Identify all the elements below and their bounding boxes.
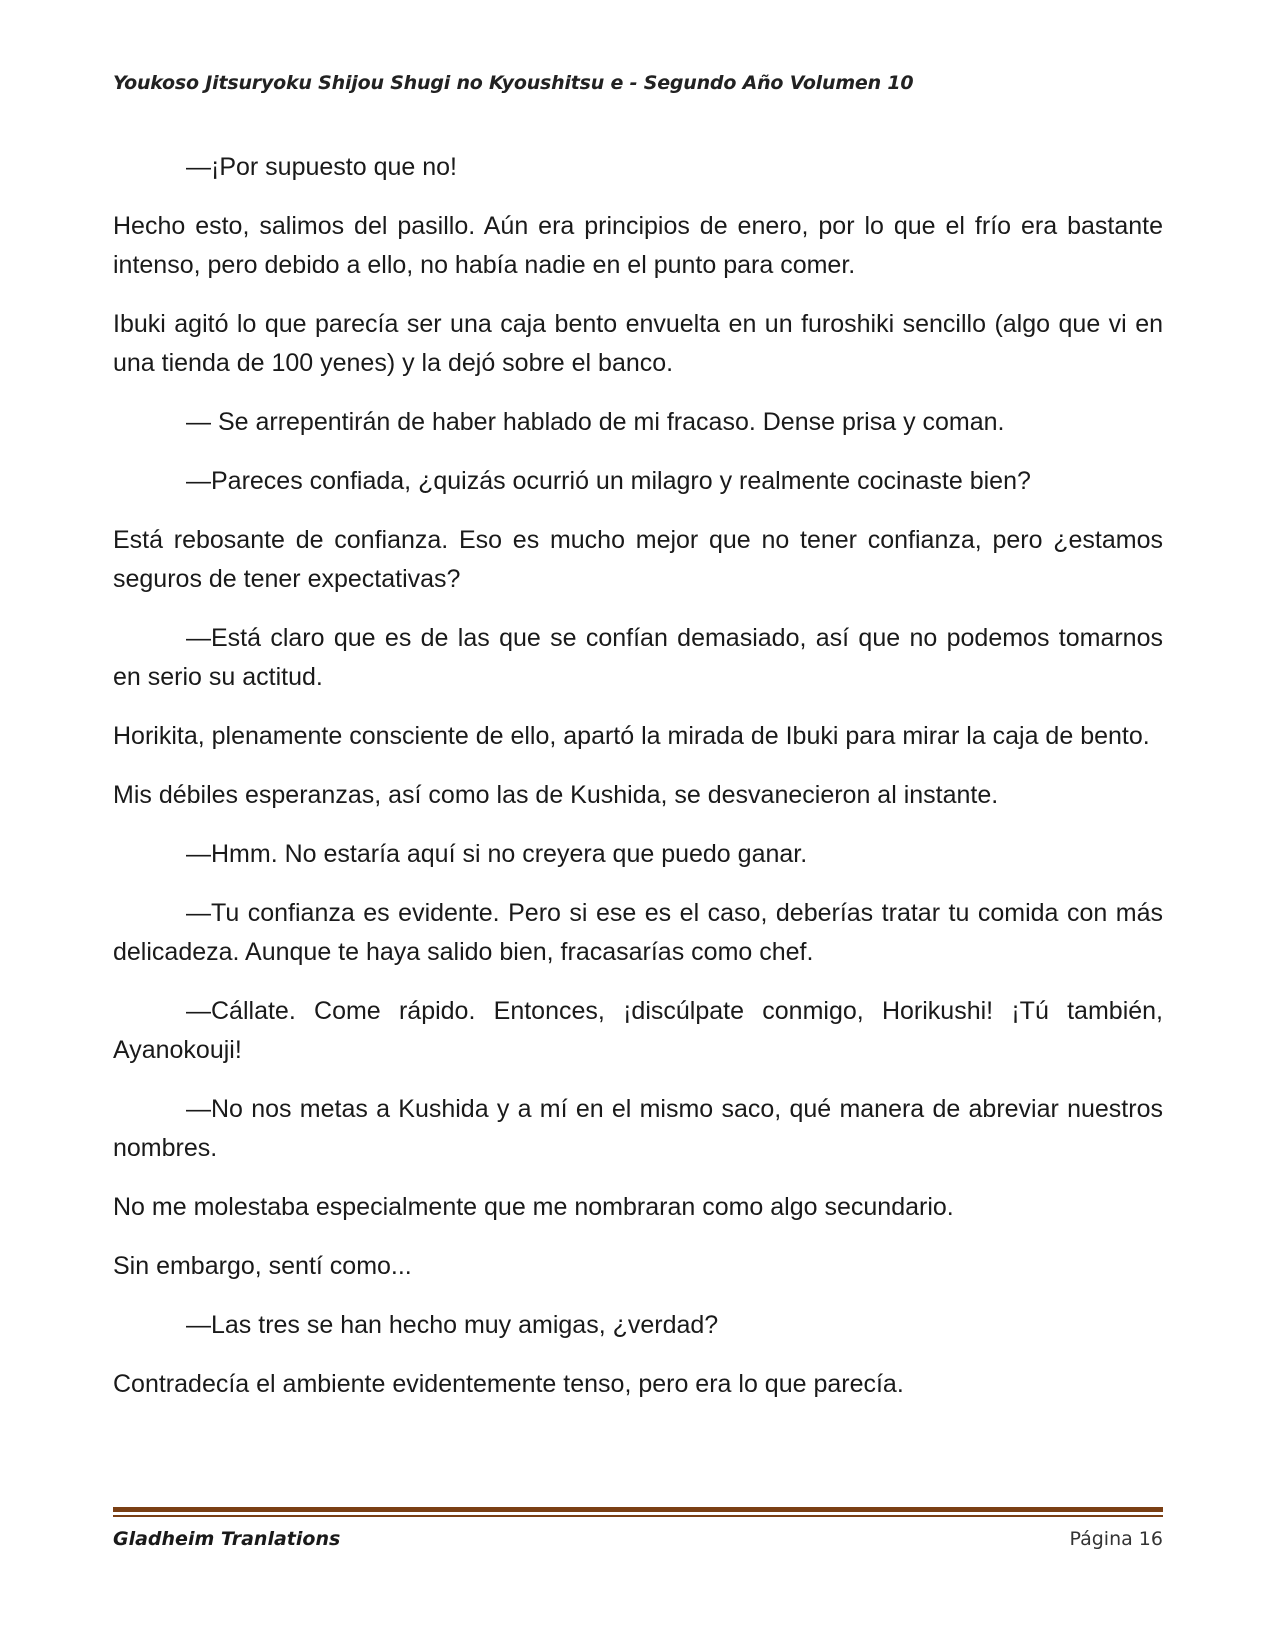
running-header: Youkoso Jitsuryoku Shijou Shugi no Kyoushitsu e - Segundo Año Volumen 10 [113,72,914,94]
paragraph: —Las tres se han hecho muy amigas, ¿verdad? [186,1311,719,1339]
paragraph: Mis débiles esperanzas, así como las de Kushida, se desvanecieron al instante. [113,781,999,809]
footer-rule-thin [113,1515,1163,1517]
paragraph: Está rebosante de confianza. Eso es mucho mejor que no tener confianza, pero ¿estamos seguros de tener expectativas? [113,526,1163,593]
paragraph: —¡Por supuesto que no! [186,153,457,181]
paragraph: — Se arrepentirán de haber hablado de mi fracaso. Dense prisa y coman. [186,408,1005,436]
page-number: Página 16 [1069,1528,1163,1550]
paragraph: Sin embargo, sentí como... [113,1252,412,1280]
paragraph: —Está claro que es de las que se confían demasiado, así que no podemos tomarnos en serio su actitud. [113,624,1163,691]
footer-rule-thick [113,1507,1163,1512]
footer-publisher: Gladheim Tranlations [113,1528,341,1550]
paragraph: —Pareces confiada, ¿quizás ocurrió un milagro y realmente cocinaste bien? [186,467,1031,495]
page-body [113,148,1163,1424]
paragraph: No me molestaba especialmente que me nombraran como algo secundario. [113,1193,954,1221]
paragraph: —Hmm. No estaría aquí si no creyera que puedo ganar. [186,840,808,868]
paragraph: —Tu confianza es evidente. Pero si ese es el caso, deberías tratar tu comida con más delicadeza. Aunque te haya salido bien, fracasarías como chef. [113,899,1163,966]
paragraph: —Cállate. Come rápido. Entonces, ¡discúlpate conmigo, Horikushi! ¡Tú también, Ayanokouji! [113,997,1163,1064]
paragraph: —No nos metas a Kushida y a mí en el mismo saco, qué manera de abreviar nuestros nombres. [113,1095,1163,1162]
paragraph: Hecho esto, salimos del pasillo. Aún era principios de enero, por lo que el frío era bastante intenso, pero debido a ello, no había nadie en el punto para comer. [113,212,1163,279]
paragraph: Contradecía el ambiente evidentemente tenso, pero era lo que parecía. [113,1370,904,1398]
paragraph: Horikita, plenamente consciente de ello, apartó la mirada de Ibuki para mirar la caja de bento. [113,722,1150,750]
paragraph: Ibuki agitó lo que parecía ser una caja bento envuelta en un furoshiki sencillo (algo que vi en una tienda de 100 yenes) y la dejó sobre el banco. [113,310,1163,377]
